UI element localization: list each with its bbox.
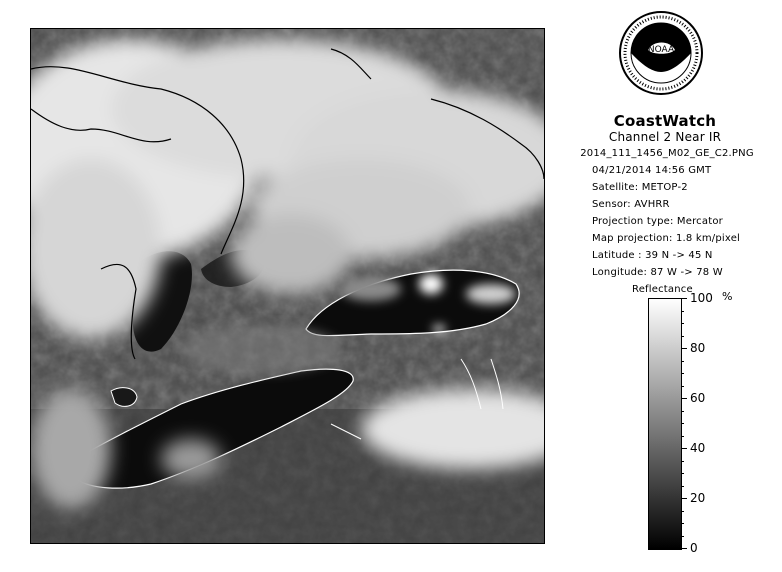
colorbar-tick bbox=[681, 298, 687, 299]
colorbar-minor-tick bbox=[681, 373, 684, 374]
colorbar-tick bbox=[681, 348, 687, 349]
sensor: Sensor: AVHRR bbox=[592, 199, 670, 210]
satellite-map bbox=[31, 29, 544, 543]
colorbar-tick bbox=[681, 448, 687, 449]
latitude-range: Latitude : 39 N -> 45 N bbox=[592, 250, 713, 261]
legend-unit: % bbox=[722, 290, 733, 303]
colorbar-tick-label: 80 bbox=[690, 341, 706, 355]
colorbar-tick bbox=[681, 498, 687, 499]
colorbar-minor-tick bbox=[681, 461, 684, 462]
longitude-range: Longitude: 87 W -> 78 W bbox=[592, 267, 723, 278]
colorbar-minor-tick bbox=[681, 511, 684, 512]
colorbar-tick-label: 40 bbox=[690, 441, 706, 455]
colorbar-minor-tick bbox=[681, 311, 684, 312]
colorbar-minor-tick bbox=[681, 323, 684, 324]
noaa-logo bbox=[618, 10, 704, 96]
colorbar-minor-tick bbox=[681, 336, 684, 337]
colorbar-minor-tick bbox=[681, 536, 684, 537]
colorbar-tick-label: 60 bbox=[690, 391, 706, 405]
colorbar-minor-tick bbox=[681, 361, 684, 362]
image-filename: 2014_111_1456_M02_GE_C2.PNG bbox=[580, 148, 754, 159]
datetime: 04/21/2014 14:56 GMT bbox=[592, 165, 712, 176]
satellite: Satellite: METOP-2 bbox=[592, 182, 688, 193]
colorbar-minor-tick bbox=[681, 473, 684, 474]
app-title: CoastWatch bbox=[613, 112, 717, 130]
colorbar-minor-tick bbox=[681, 386, 684, 387]
colorbar-minor-tick bbox=[681, 423, 684, 424]
colorbar-tick-label: 100 bbox=[690, 291, 713, 305]
reflectance-colorbar bbox=[648, 298, 682, 550]
channel-label: Channel 2 Near IR bbox=[608, 130, 722, 144]
colorbar-tick bbox=[681, 398, 687, 399]
projection-type: Projection type: Mercator bbox=[592, 216, 723, 227]
colorbar-tick-label: 0 bbox=[690, 541, 698, 555]
colorbar-minor-tick bbox=[681, 436, 684, 437]
colorbar-tick-label: 20 bbox=[690, 491, 706, 505]
legend-label: Reflectance bbox=[632, 284, 693, 295]
colorbar-minor-tick bbox=[681, 486, 684, 487]
colorbar-minor-tick bbox=[681, 411, 684, 412]
logo-text: NOAA bbox=[647, 45, 675, 55]
colorbar-tick bbox=[681, 548, 687, 549]
satellite-image bbox=[30, 28, 545, 544]
map-projection: Map projection: 1.8 km/pixel bbox=[592, 233, 741, 244]
colorbar-minor-tick bbox=[681, 523, 684, 524]
